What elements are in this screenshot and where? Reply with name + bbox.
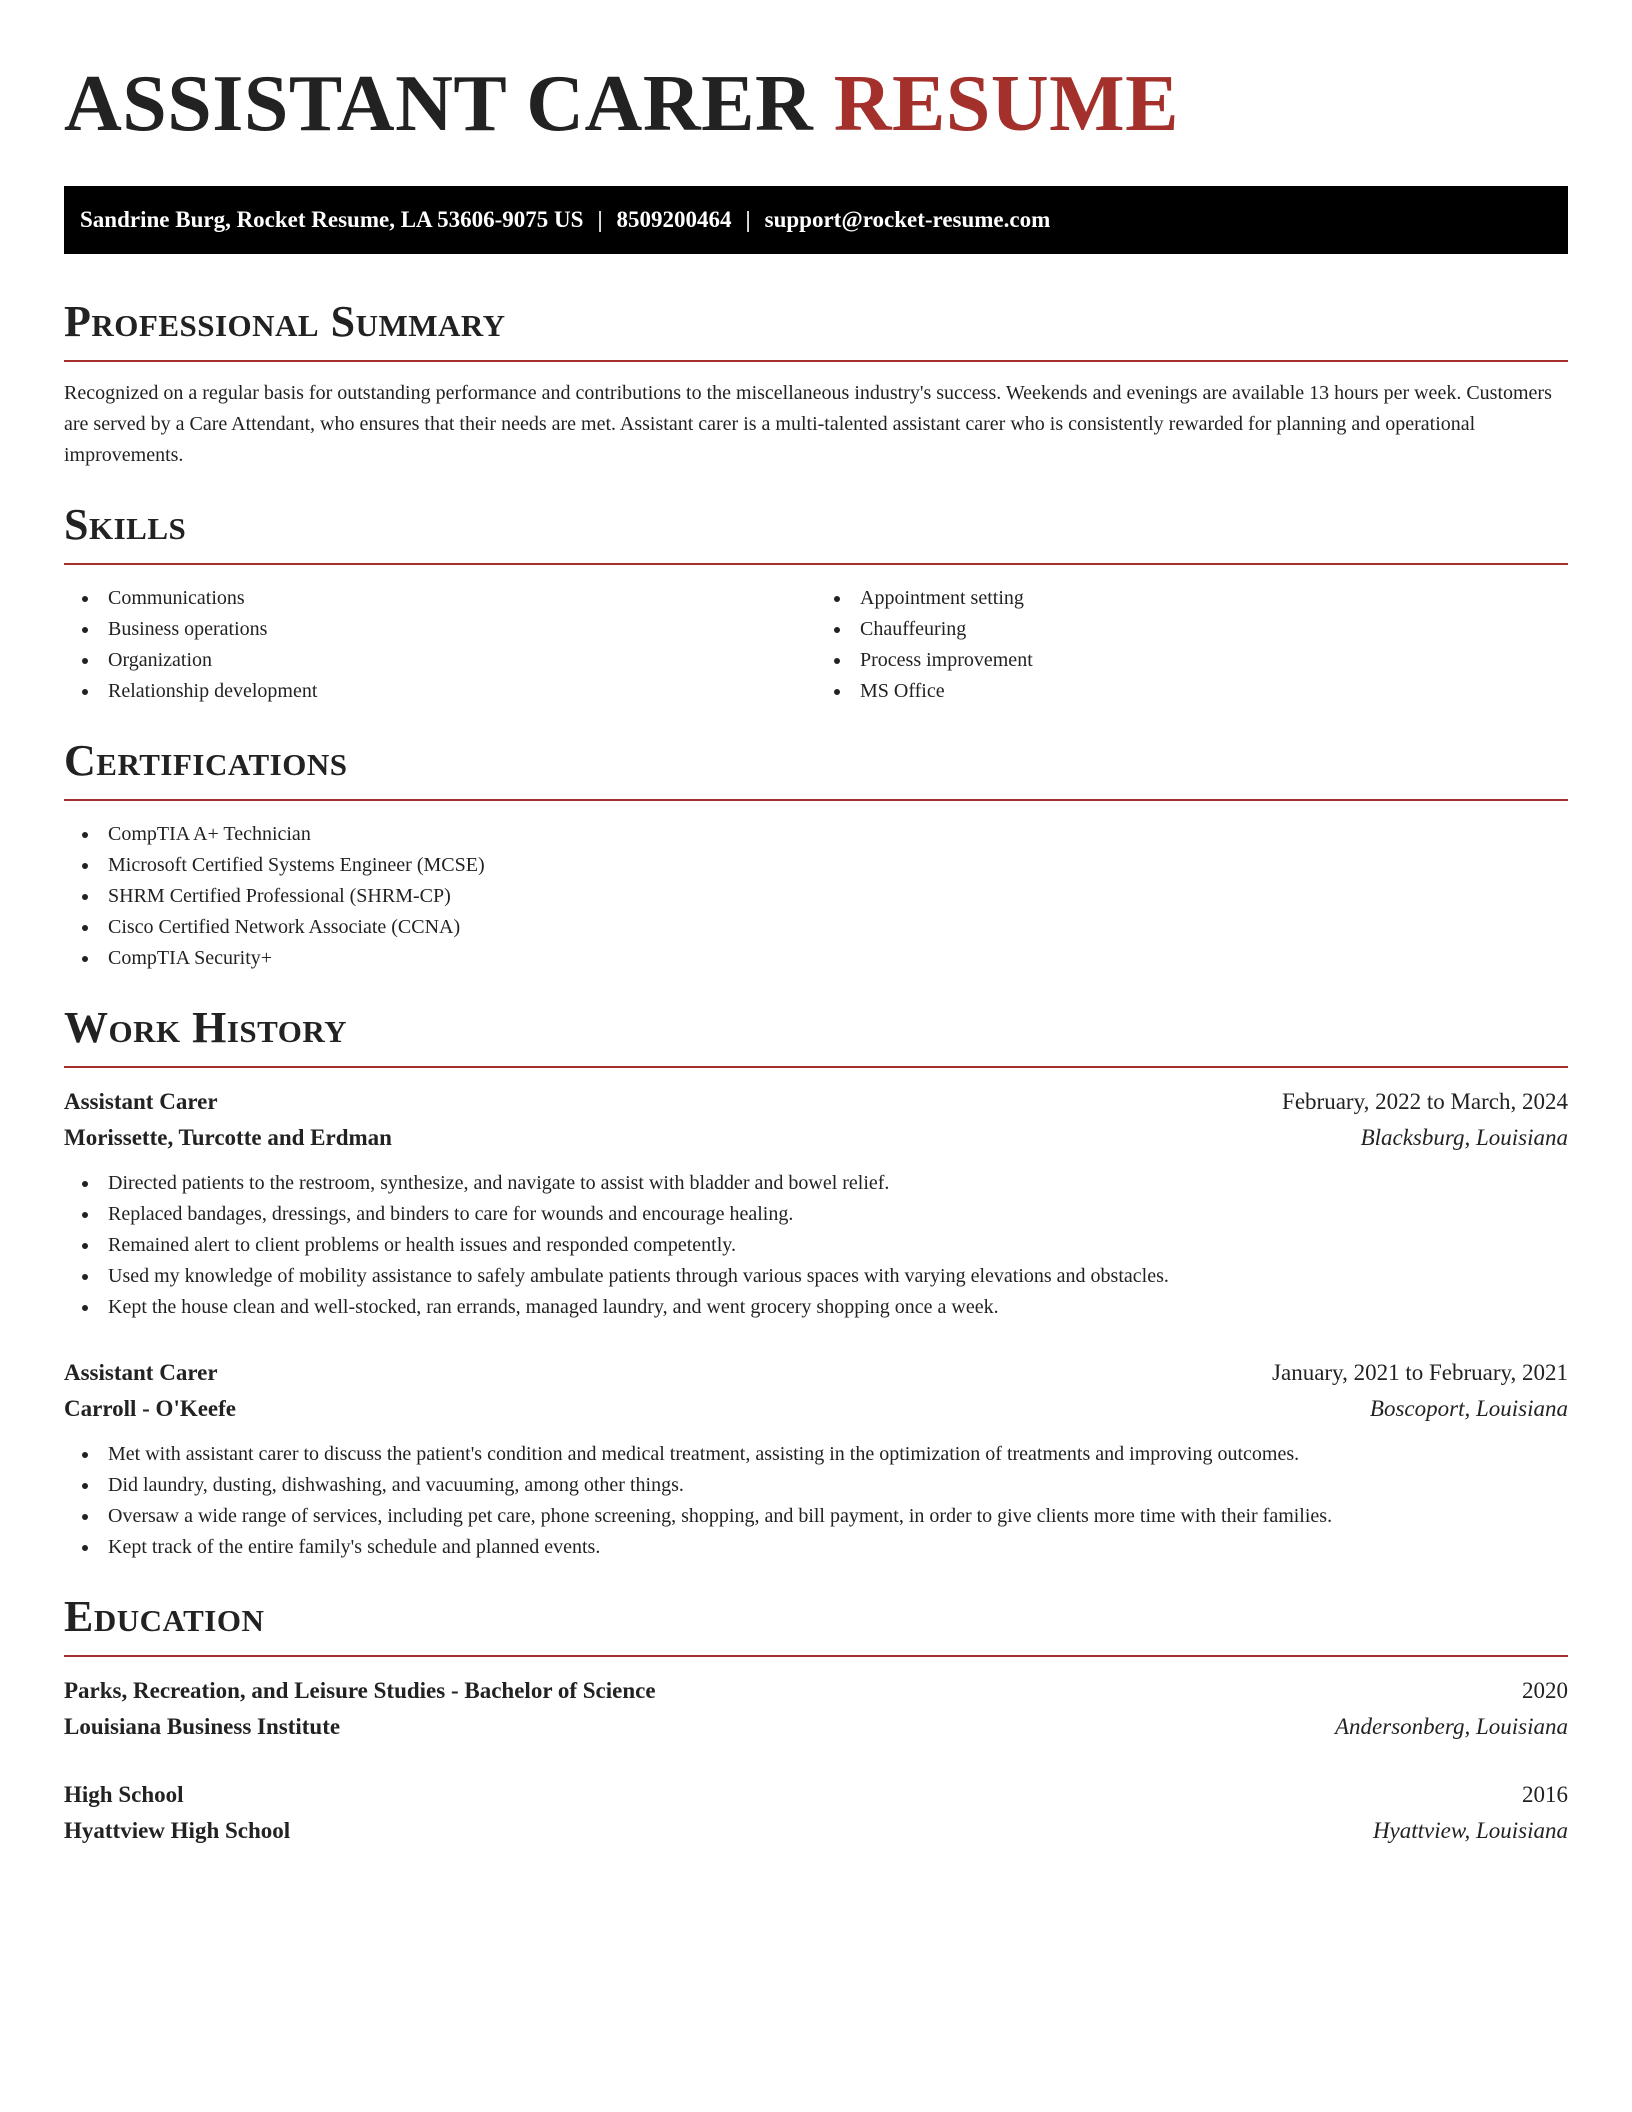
job-title: Assistant Carer: [64, 1360, 218, 1385]
education-school-row: [64, 1813, 1568, 1849]
job-duty-item: Kept track of the entire family's schedule and planned events.: [64, 1532, 1568, 1563]
job-duties-list: [64, 1168, 1568, 1323]
job-company-row: [64, 1391, 1568, 1427]
education-year: 2016: [1522, 1782, 1568, 1807]
contact-bar: [64, 186, 1568, 254]
education-degree-row: [64, 1673, 1568, 1709]
job-duty-item: Kept the house clean and well-stocked, ran errands, managed laundry, and went grocery shopping once a week.: [64, 1292, 1568, 1323]
education-location: Hyattview, Louisiana: [1372, 1818, 1568, 1843]
education-entry: [64, 1777, 1568, 1849]
job-duty-item: Used my knowledge of mobility assistance to safely ambulate patients through various spaces with varying elevations and obstacles.: [64, 1261, 1568, 1292]
title-accent: RESUME: [833, 60, 1179, 148]
summary-section: [64, 296, 1568, 471]
job-duties-list: [64, 1439, 1568, 1563]
section-divider: [64, 799, 1568, 801]
skills-list-right: [816, 583, 1568, 707]
section-title-work-history: Work History: [64, 1003, 348, 1052]
skill-item: MS Office: [816, 676, 1568, 707]
education-section: [64, 1591, 1568, 1849]
education-school-row: [64, 1709, 1568, 1745]
contact-phone: 8509200464: [616, 207, 732, 232]
work-history-section: [64, 1002, 1568, 1563]
job-duty-item: Remained alert to client problems or health issues and responded competently.: [64, 1230, 1568, 1261]
job-header-row: [64, 1355, 1568, 1391]
skills-column-right: [816, 583, 1568, 707]
contact-separator: |: [745, 207, 751, 232]
section-title-skills: Skills: [64, 500, 187, 549]
education-location: Andersonberg, Louisiana: [1335, 1714, 1568, 1739]
job-duty-item: Oversaw a wide range of services, including pet care, phone screening, shopping, and bill payment, in order to give clients more time with their families.: [64, 1501, 1568, 1532]
skill-item: Appointment setting: [816, 583, 1568, 614]
summary-text: Recognized on a regular basis for outstanding performance and contributions to the miscellaneous industry's success. Weekends and evenings are available 13 hours per week. Customers are served by a Care Attendant, who ensures that their needs are met. Assistant carer is a multi-talented assistant carer who is consistently rewarded for planning and operational improvements.: [64, 382, 1552, 466]
certification-item: CompTIA A+ Technician: [64, 819, 1568, 850]
certification-item: SHRM Certified Professional (SHRM-CP): [64, 881, 1568, 912]
skill-item: Organization: [64, 645, 816, 676]
job-title: Assistant Carer: [64, 1089, 218, 1114]
title-main: ASSISTANT CARER: [64, 60, 814, 148]
job-company: Carroll - O'Keefe: [64, 1396, 237, 1421]
section-divider: [64, 1066, 1568, 1068]
skill-item: Communications: [64, 583, 816, 614]
job-location: Boscoport, Louisiana: [1369, 1396, 1568, 1421]
skills-columns: [64, 583, 1568, 707]
education-year: 2020: [1522, 1678, 1568, 1703]
job-entry: [64, 1355, 1568, 1563]
job-dates: February, 2022 to March, 2024: [1282, 1089, 1568, 1114]
skills-list-left: [64, 583, 816, 707]
certification-item: Cisco Certified Network Associate (CCNA): [64, 912, 1568, 943]
section-title-education: Education: [64, 1592, 265, 1641]
education-degree: High School: [64, 1782, 184, 1807]
section-title-summary: Professional Summary: [64, 297, 506, 346]
skill-item: Process improvement: [816, 645, 1568, 676]
education-school: Hyattview High School: [64, 1818, 291, 1843]
certifications-list: [64, 819, 1568, 974]
contact-email: support@rocket-resume.com: [764, 207, 1051, 232]
certification-item: Microsoft Certified Systems Engineer (MCSE): [64, 850, 1568, 881]
education-degree-row: [64, 1777, 1568, 1813]
job-company: Morissette, Turcotte and Erdman: [64, 1125, 392, 1150]
resume-title: [64, 56, 1568, 152]
job-dates: January, 2021 to February, 2021: [1272, 1360, 1568, 1385]
certifications-section: [64, 735, 1568, 974]
section-divider: [64, 1655, 1568, 1657]
skill-item: Business operations: [64, 614, 816, 645]
section-divider: [64, 563, 1568, 565]
job-duty-item: Did laundry, dusting, dishwashing, and vacuuming, among other things.: [64, 1470, 1568, 1501]
job-location: Blacksburg, Louisiana: [1360, 1125, 1568, 1150]
job-company-row: [64, 1120, 1568, 1156]
certification-item: CompTIA Security+: [64, 943, 1568, 974]
skill-item: Relationship development: [64, 676, 816, 707]
section-title-certifications: Certifications: [64, 736, 348, 785]
skills-column-left: [64, 583, 816, 707]
skill-item: Chauffeuring: [816, 614, 1568, 645]
education-school: Louisiana Business Institute: [64, 1714, 341, 1739]
job-duty-item: Replaced bandages, dressings, and binders to care for wounds and encourage healing.: [64, 1199, 1568, 1230]
job-duty-item: Directed patients to the restroom, synthesize, and navigate to assist with bladder and bowel relief.: [64, 1168, 1568, 1199]
skills-section: [64, 499, 1568, 707]
education-entry: [64, 1673, 1568, 1745]
job-entry: [64, 1084, 1568, 1323]
contact-address: Sandrine Burg, Rocket Resume, LA 53606-9075 US: [80, 207, 584, 232]
job-duty-item: Met with assistant carer to discuss the patient's condition and medical treatment, assisting in the optimization of treatments and improving outcomes.: [64, 1439, 1568, 1470]
education-degree: Parks, Recreation, and Leisure Studies - Bachelor of Science: [64, 1678, 656, 1703]
job-header-row: [64, 1084, 1568, 1120]
section-divider: [64, 360, 1568, 362]
contact-separator: |: [597, 207, 603, 232]
